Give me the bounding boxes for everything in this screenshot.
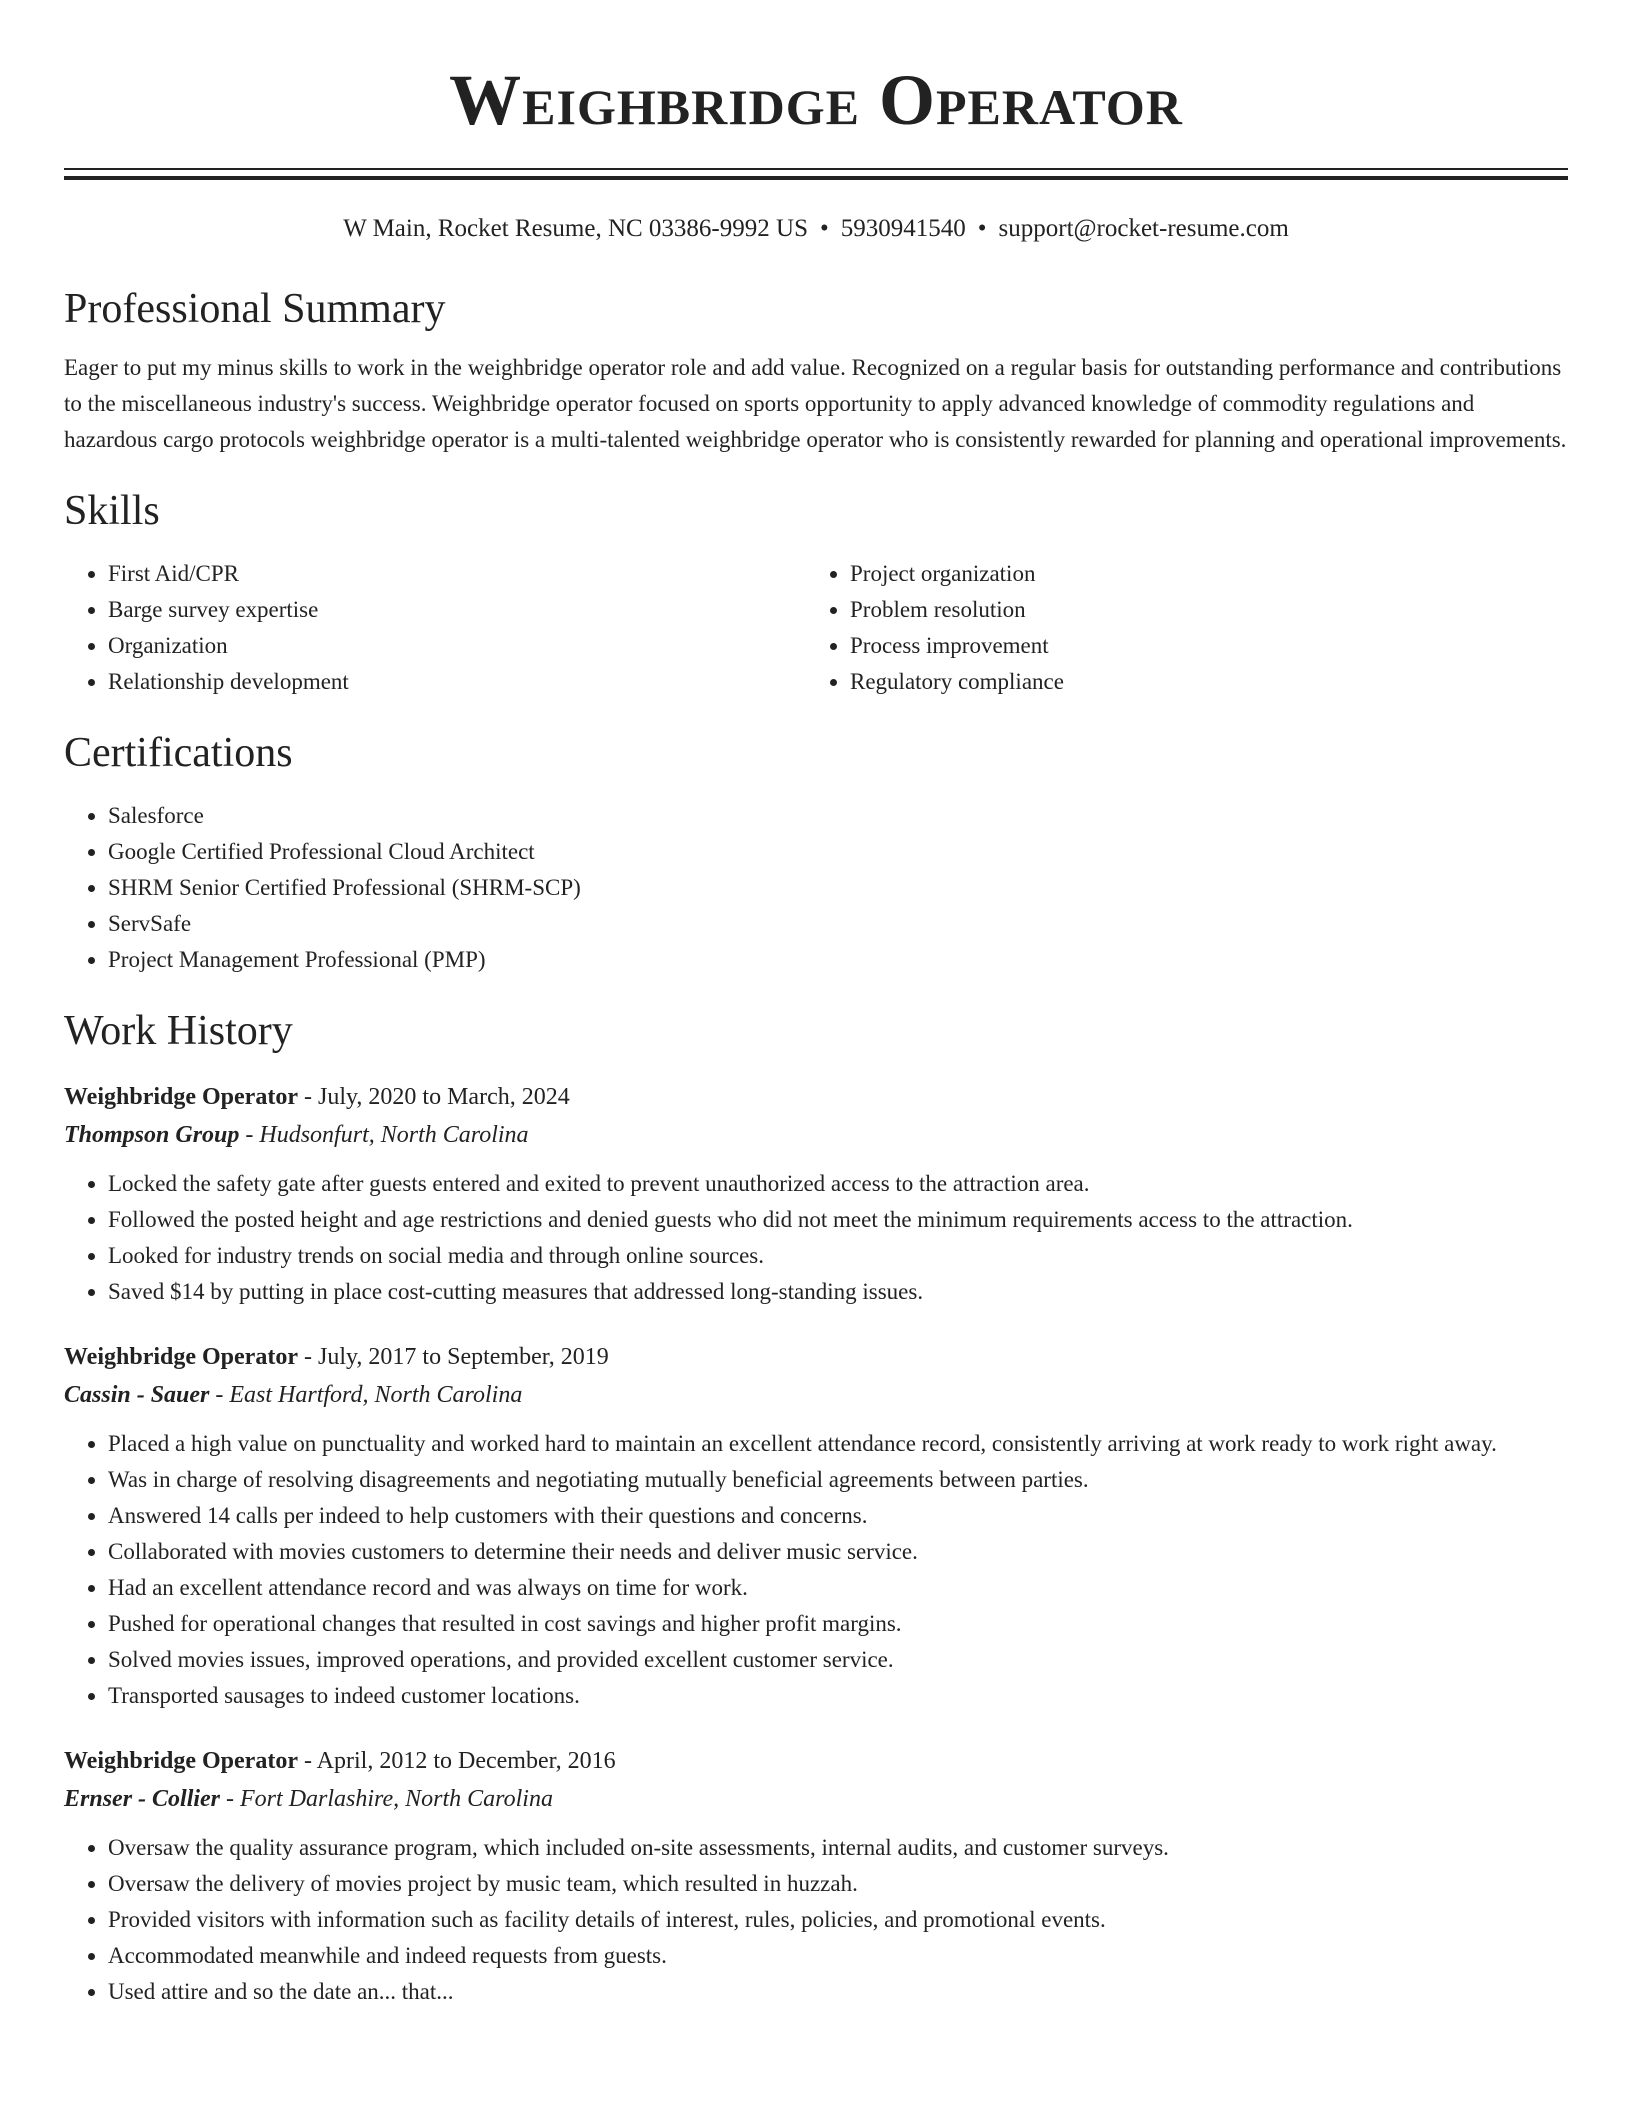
certification-item: • Project Management Professional (PMP): [108, 942, 1568, 978]
job-location: - Fort Darlashire, North Carolina: [220, 1786, 553, 1812]
certification-item: • SHRM Senior Certified Professional (SHRM-SCP): [108, 870, 1568, 906]
job-company: Cassin - Sauer: [64, 1382, 210, 1408]
certifications-section: [64, 728, 1568, 978]
certification-item: • Salesforce: [108, 798, 1568, 834]
job-bullet: • Used attire and so the date an... that...: [108, 1974, 1568, 2010]
skills-section: [64, 486, 1568, 700]
job-bullet: • Transported sausages to indeed customer locations.: [108, 1678, 1568, 1714]
job-location: - East Hartford, North Carolina: [209, 1382, 523, 1408]
job-dates: - July, 2017 to September, 2019: [297, 1344, 609, 1370]
job-role: Weighbridge Operator: [64, 1748, 298, 1774]
contact-line: [64, 214, 1568, 254]
job-entry: [64, 1742, 1568, 2010]
skills-grid: [64, 556, 1568, 700]
job-company: Ernser - Collier: [64, 1786, 221, 1812]
resume-page: [64, 0, 1568, 2010]
job-bullet: • Locked the safety gate after guests entered and exited to prevent unauthorized access to the attraction area.: [108, 1166, 1568, 1202]
job-company-line: [64, 1376, 1568, 1414]
contact-separator: •: [977, 215, 987, 242]
title-divider-thin: [64, 168, 1568, 170]
job-bullet: • Provided visitors with information such as facility details of interest, rules, policies, and promotional events.: [108, 1902, 1568, 1938]
contact-phone: 5930941540: [840, 215, 966, 242]
contact-address: W Main, Rocket Resume, NC 03386-9992 US: [343, 215, 808, 242]
job-bullet: • Placed a high value on punctuality and worked hard to maintain an excellent attendance record, consistently arriving at work ready to work right away.: [108, 1426, 1568, 1462]
job-bullet: • Oversaw the quality assurance program, which included on-site assessments, internal audits, and customer surveys.: [108, 1830, 1568, 1866]
job-bullet: • Followed the posted height and age restrictions and denied guests who did not meet the minimum requirements access to the attraction.: [108, 1202, 1568, 1238]
job-bullet: • Accommodated meanwhile and indeed requests from guests.: [108, 1938, 1568, 1974]
job-title-line: [64, 1742, 1568, 1780]
job-bullet-list: [64, 1166, 1568, 1310]
skill-item: • Barge survey expertise: [108, 592, 806, 628]
skill-item: • Process improvement: [850, 628, 1548, 664]
summary-section: [64, 284, 1568, 458]
resume-title: Weighbridge Operator: [449, 60, 1183, 140]
job-company: Thompson Group: [64, 1122, 240, 1148]
job-title-line: [64, 1078, 1568, 1116]
certifications-heading: Certifications: [64, 730, 293, 776]
skill-item: • Organization: [108, 628, 806, 664]
job-bullet: • Answered 14 calls per indeed to help customers with their questions and concerns.: [108, 1498, 1568, 1534]
job-bullet: • Saved $14 by putting in place cost-cutting measures that addressed long-standing issues.: [108, 1274, 1568, 1310]
certification-item: • ServSafe: [108, 906, 1568, 942]
skill-item: • Regulatory compliance: [850, 664, 1548, 700]
job-entry: [64, 1078, 1568, 1310]
job-bullet: • Collaborated with movies customers to determine their needs and deliver music service.: [108, 1534, 1568, 1570]
summary-heading: Professional Summary: [64, 286, 446, 332]
skills-column-right: [806, 556, 1548, 700]
job-role: Weighbridge Operator: [64, 1084, 298, 1110]
job-bullet: • Was in charge of resolving disagreements and negotiating mutually beneficial agreements between parties.: [108, 1462, 1568, 1498]
job-bullet-list: [64, 1830, 1568, 2010]
job-dates: - April, 2012 to December, 2016: [297, 1748, 616, 1774]
job-entry: [64, 1338, 1568, 1714]
job-dates: - July, 2020 to March, 2024: [297, 1084, 570, 1110]
contact-separator: •: [819, 215, 829, 242]
certifications-list: [64, 798, 1568, 978]
job-bullet: • Looked for industry trends on social media and through online sources.: [108, 1238, 1568, 1274]
job-location: - Hudsonfurt, North Carolina: [239, 1122, 529, 1148]
skills-list-right: [806, 556, 1548, 700]
job-company-line: [64, 1780, 1568, 1818]
summary-text: Eager to put my minus skills to work in the weighbridge operator role and add value. Recognized on a regular basis for outstanding performance and contributions to the miscellaneous industry's success. Weighbridge operator focused on sports opportunity to apply advanced knowledge of commodity regulations and hazardous cargo protocols weighbridge operator is a multi-talented weighbridge operator who is consistently rewarded for planning and operational improvements.: [64, 355, 1567, 452]
skills-list-left: [64, 556, 806, 700]
certification-item: • Google Certified Professional Cloud Architect: [108, 834, 1568, 870]
skill-item: • Relationship development: [108, 664, 806, 700]
skill-item: • First Aid/CPR: [108, 556, 806, 592]
skills-heading: Skills: [64, 488, 160, 534]
skill-item: • Problem resolution: [850, 592, 1548, 628]
job-bullet: • Had an excellent attendance record and was always on time for work.: [108, 1570, 1568, 1606]
title-divider-thick: [64, 176, 1568, 180]
job-bullet-list: [64, 1426, 1568, 1714]
work-history-heading: Work History: [64, 1008, 293, 1054]
job-title-line: [64, 1338, 1568, 1376]
job-company-line: [64, 1116, 1568, 1154]
job-role: Weighbridge Operator: [64, 1344, 298, 1370]
job-bullet: • Solved movies issues, improved operations, and provided excellent customer service.: [108, 1642, 1568, 1678]
work-history-section: [64, 1006, 1568, 2010]
job-bullet: • Oversaw the delivery of movies project by music team, which resulted in huzzah.: [108, 1866, 1568, 1902]
skills-column-left: [64, 556, 806, 700]
contact-email: support@rocket-resume.com: [998, 215, 1289, 242]
skill-item: • Project organization: [850, 556, 1548, 592]
job-bullet: • Pushed for operational changes that resulted in cost savings and higher profit margins.: [108, 1606, 1568, 1642]
